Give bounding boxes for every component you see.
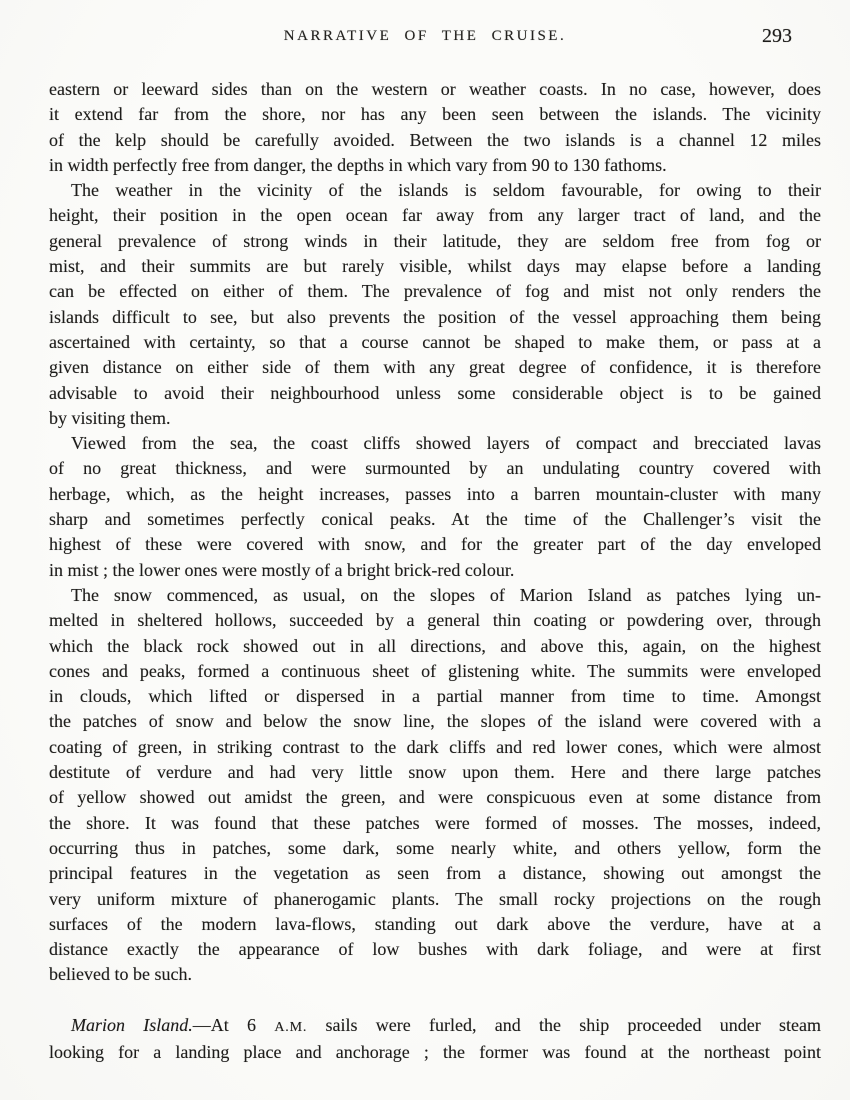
text-line: believed to be such. xyxy=(49,964,192,985)
text-segment-smallcaps: A.M. xyxy=(274,1018,308,1035)
text-line: it extend far from the shore, nor has any been seen between the islands. The vicinity xyxy=(49,104,821,125)
text-line: by visiting them. xyxy=(49,407,171,428)
text-line: looking for a landing place and anchorage ; the former was found at the northeast point xyxy=(49,1041,821,1062)
text-line: in clouds, which lifted or dispersed in a partial manner from time to time. Amongst xyxy=(49,686,821,707)
text-line: The snow commenced, as usual, on the slopes of Marion Island as patches lying un- xyxy=(71,584,821,605)
text-line: Viewed from the sea, the coast cliffs showed layers of compact and brecciated lavas xyxy=(71,433,821,454)
text-line: melted in sheltered hollows, succeeded by a general thin coating or powdering over, through xyxy=(49,610,821,631)
text-line: in mist ; the lower ones were mostly of a bright brick-red colour. xyxy=(49,559,515,580)
text-line: which the black rock showed out in all directions, and above this, again, on the highest xyxy=(49,635,821,656)
text-line: coating of green, in striking contrast to the dark cliffs and red lower cones, which were almost xyxy=(49,736,821,757)
text-line: of the kelp should be carefully avoided. Between the two islands is a channel 12 miles xyxy=(49,129,821,150)
text-line: in width perfectly free from danger, the depths in which vary from 90 to 130 fathoms. xyxy=(49,154,667,175)
text-line xyxy=(49,1013,821,1040)
paragraph xyxy=(49,178,821,431)
text-line: mist, and their summits are but rarely visible, whilst days may elapse before a landing xyxy=(49,256,821,277)
text-line: occurring thus in patches, some dark, some nearly white, and others yellow, form the xyxy=(49,837,821,858)
text-line: of no great thickness, and were surmounted by an undulating country covered with xyxy=(49,458,821,479)
text-line: the patches of snow and below the snow line, the slopes of the island were covered with a xyxy=(49,711,821,732)
text-segment-normal: sails were furled, and the ship proceeded under steam xyxy=(307,1014,822,1035)
text-line: herbage, which, as the height increases, passes into a barren mountain-cluster with many xyxy=(49,483,821,504)
text-line: general prevalence of strong winds in their latitude, they are seldom free from fog or xyxy=(49,230,821,251)
text-line: given distance on either side of them with any great degree of confidence, it is therefore xyxy=(49,357,821,378)
text-line: very uniform mixture of phanerogamic plants. The small rocky projections on the rough xyxy=(49,888,821,909)
text-line: eastern or leeward sides than on the western or weather coasts. In no case, however, does xyxy=(49,79,821,99)
page-title: NARRATIVE OF THE CRUISE. xyxy=(283,28,567,44)
paragraph xyxy=(49,1013,821,1066)
text-line: principal features in the vegetation as seen from a distance, showing out amongst the xyxy=(49,863,821,884)
text-segment-normal: —At 6 xyxy=(192,1014,275,1035)
text-line: can be effected on either of them. The prevalence of fog and mist not only renders the xyxy=(49,281,821,302)
paragraph xyxy=(49,431,821,583)
text-line: islands difficult to see, but also prevents the position of the vessel approaching them being xyxy=(49,306,821,327)
page-body xyxy=(49,77,821,1065)
text-line: The weather in the vicinity of the islands is seldom favourable, for owing to their xyxy=(71,180,821,201)
text-line: surfaces of the modern lava-flows, standing out dark above the verdure, have at a xyxy=(49,913,821,934)
text-line: destitute of verdure and had very little snow upon them. Here and there large patches xyxy=(49,762,821,783)
text-line: ascertained with certainty, so that a course cannot be shaped to make them, or pass at a xyxy=(49,331,821,352)
text-line: sharp and sometimes perfectly conical peaks. At the time of the Challenger’s visit the xyxy=(49,509,821,530)
text-line: the shore. It was found that these patches were formed of mosses. The mosses, indeed, xyxy=(49,812,821,833)
text-line: distance exactly the appearance of low bushes with dark foliage, and were at first xyxy=(49,939,821,960)
text-line: height, their position in the open ocean far away from any larger tract of land, and the xyxy=(49,205,821,226)
paragraph xyxy=(49,583,821,988)
paragraph xyxy=(49,77,821,178)
page-number: 293 xyxy=(762,25,792,47)
text-segment-italic: Marion Island. xyxy=(71,1014,193,1035)
text-line: advisable to avoid their neighbourhood unless some considerable object is to be gained xyxy=(49,382,821,403)
text-line: of yellow showed out amidst the green, and were conspicuous even at some distance from xyxy=(49,787,821,808)
running-head xyxy=(0,25,850,52)
text-line: cones and peaks, formed a continuous sheet of glistening white. The summits were enveloped xyxy=(49,660,821,681)
text-line: highest of these were covered with snow, and for the greater part of the day enveloped xyxy=(49,534,821,555)
